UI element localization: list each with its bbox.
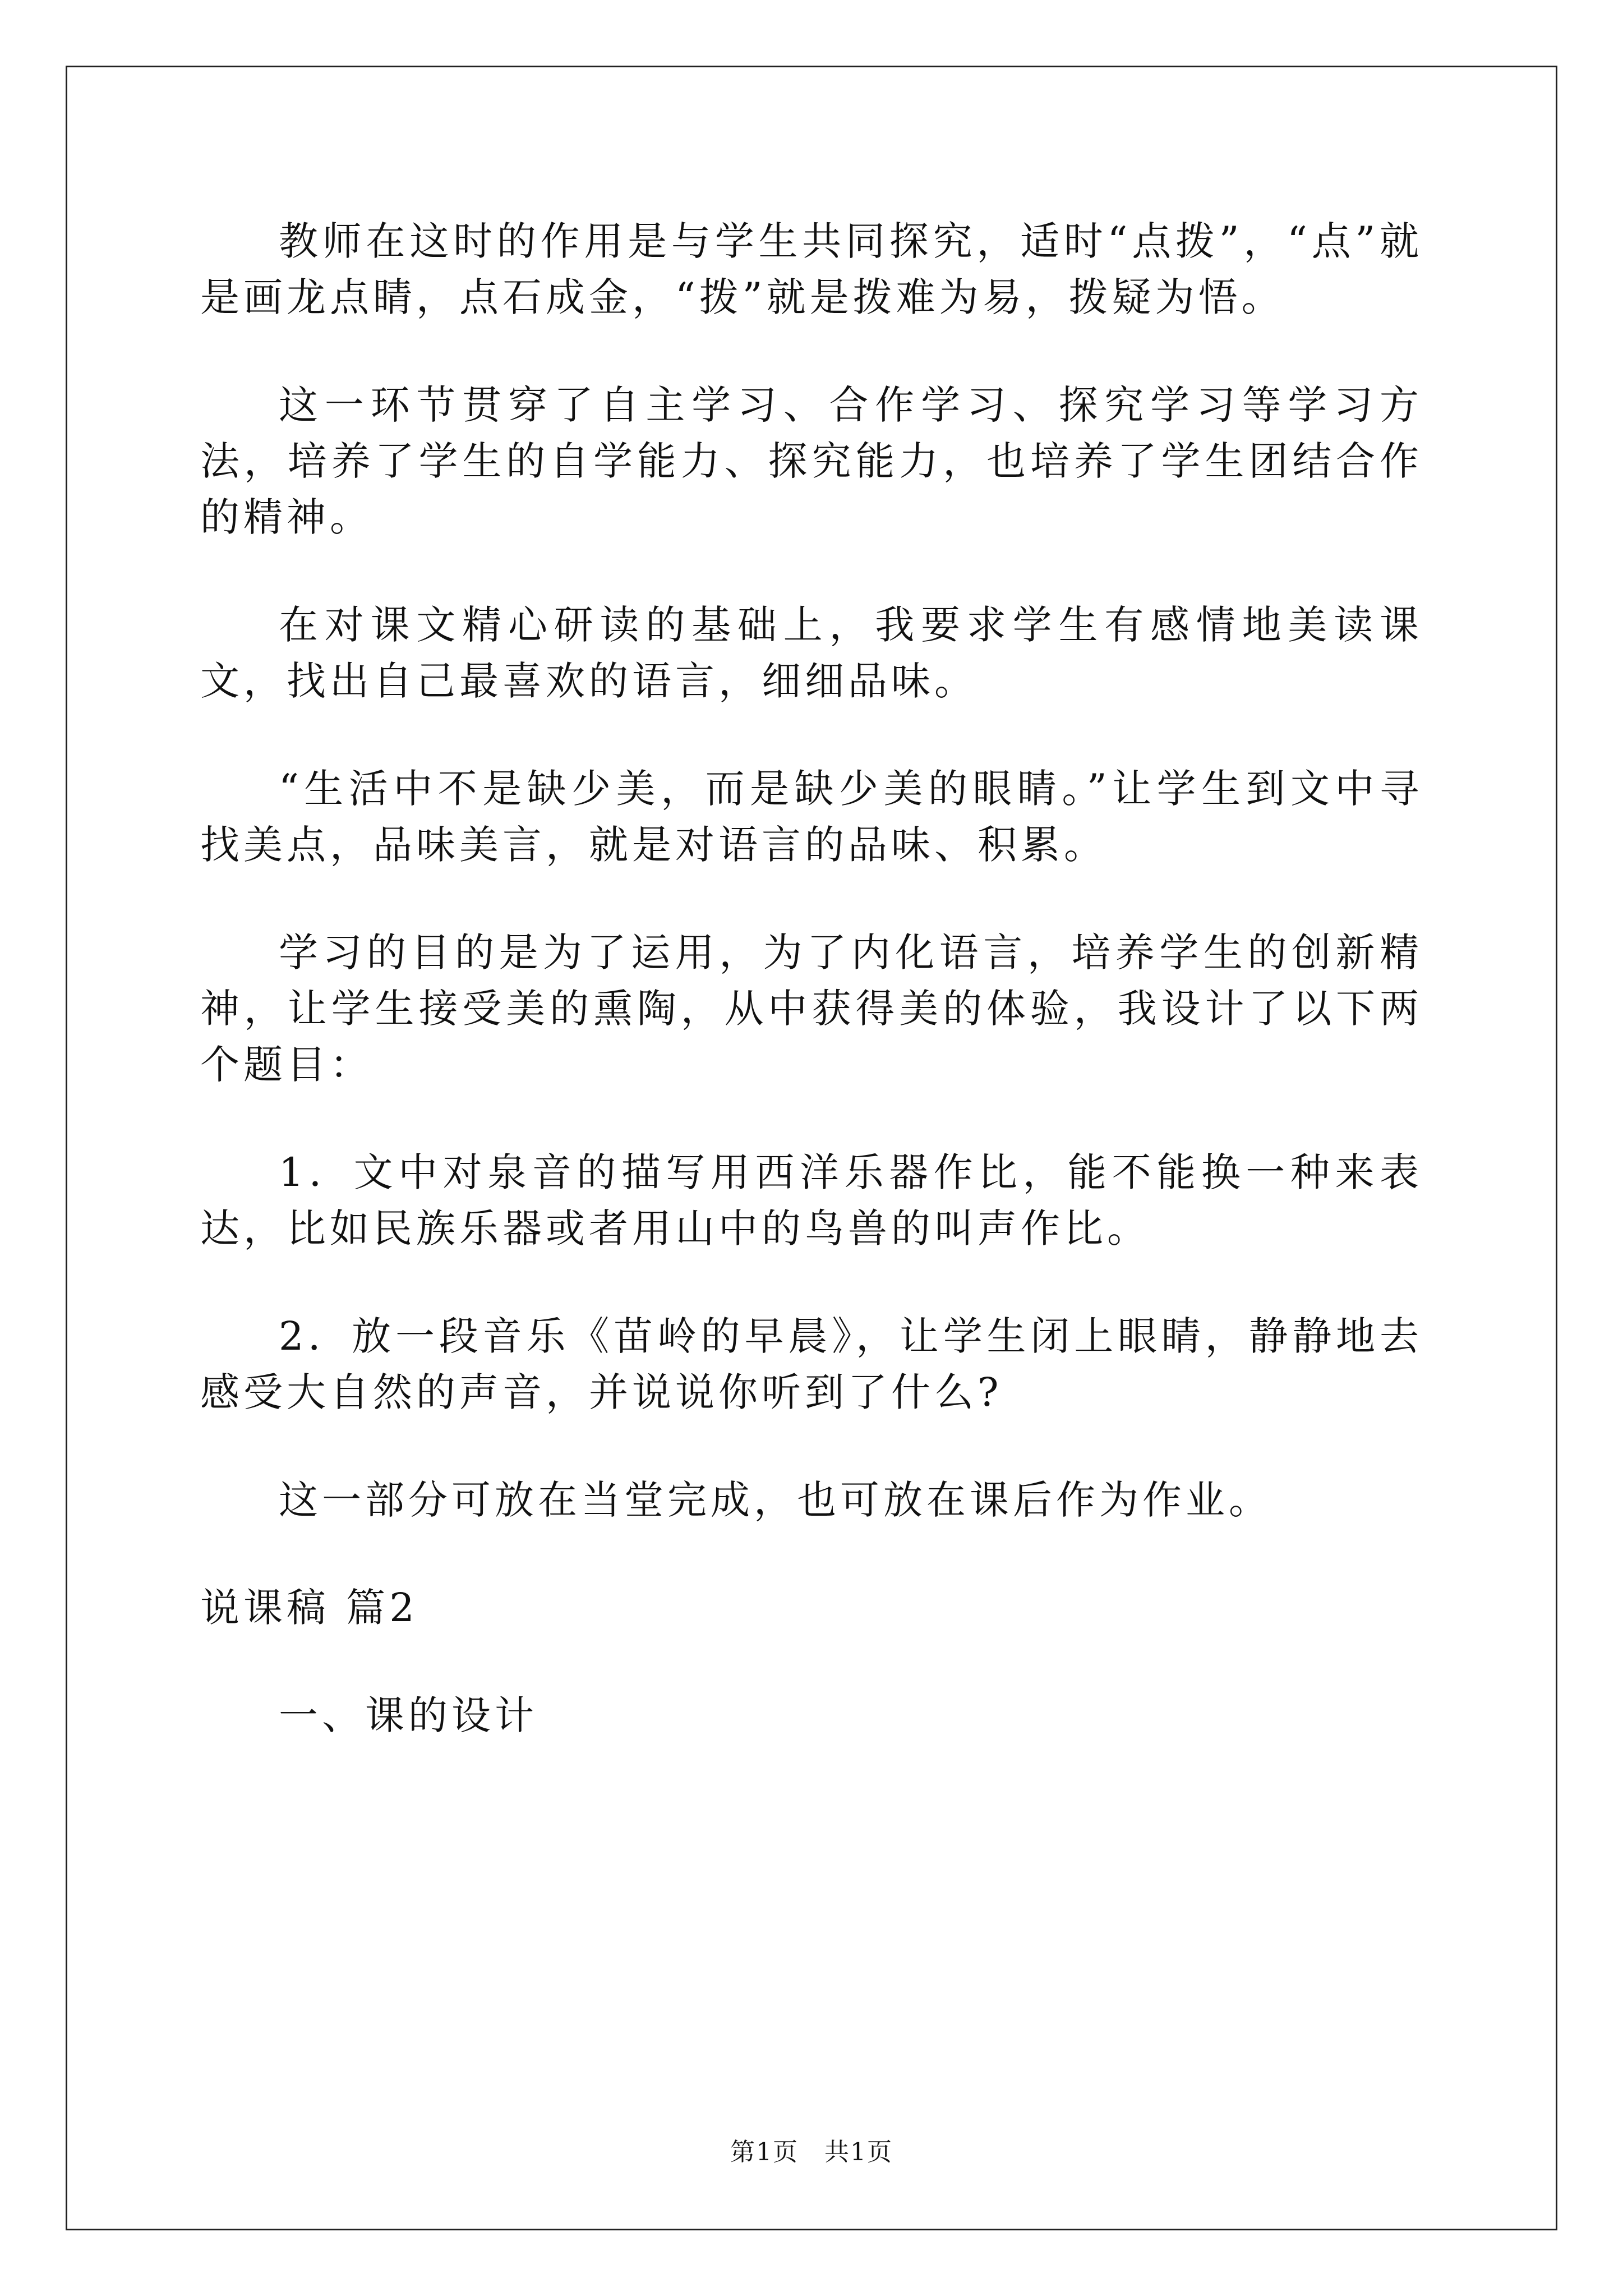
- document-body: [200, 213, 1423, 1743]
- section-heading: 说课稿 篇2: [200, 1585, 418, 1631]
- sub-heading: 一、课的设计: [279, 1692, 538, 1738]
- paragraph-6: 1．文中对泉音的描写用西洋乐器作比，能不能换一种来表达，比如民族乐器或者用山中的鸟兽的叫声作比。: [200, 1149, 1423, 1251]
- paragraph-7: 2．放一段音乐《苗岭的早晨》，让学生闭上眼睛，静静地去感受大自然的声音，并说说你听到了什么?: [200, 1313, 1423, 1415]
- paragraph-8: 这一部分可放在当堂完成，也可放在课后作为作业。: [279, 1477, 1272, 1523]
- paragraph-4: “生活中不是缺少美，而是缺少美的眼睛。”让学生到文中寻找美点，品味美言，就是对语言的品味、积累。: [200, 766, 1423, 868]
- paragraph-1: 教师在这时的作用是与学生共同探究，适时“点拨”，“点”就是画龙点睛，点石成金，“拨”就是拨难为易，拨疑为悟。: [200, 218, 1423, 320]
- page-footer: 第1页 共1页: [730, 2138, 893, 2166]
- paragraph-3: 在对课文精心研读的基础上，我要求学生有感情地美读课文，找出自己最喜欢的语言，细细品味。: [200, 602, 1423, 704]
- paragraph-2: 这一环节贯穿了自主学习、合作学习、探究学习等学习方法，培养了学生的自学能力、探究能力，也培养了学生团结合作的精神。: [200, 382, 1423, 540]
- paragraph-5: 学习的目的是为了运用，为了内化语言，培养学生的创新精神，让学生接受美的熏陶，从中获得美的体验，我设计了以下两个题目：: [200, 930, 1423, 1088]
